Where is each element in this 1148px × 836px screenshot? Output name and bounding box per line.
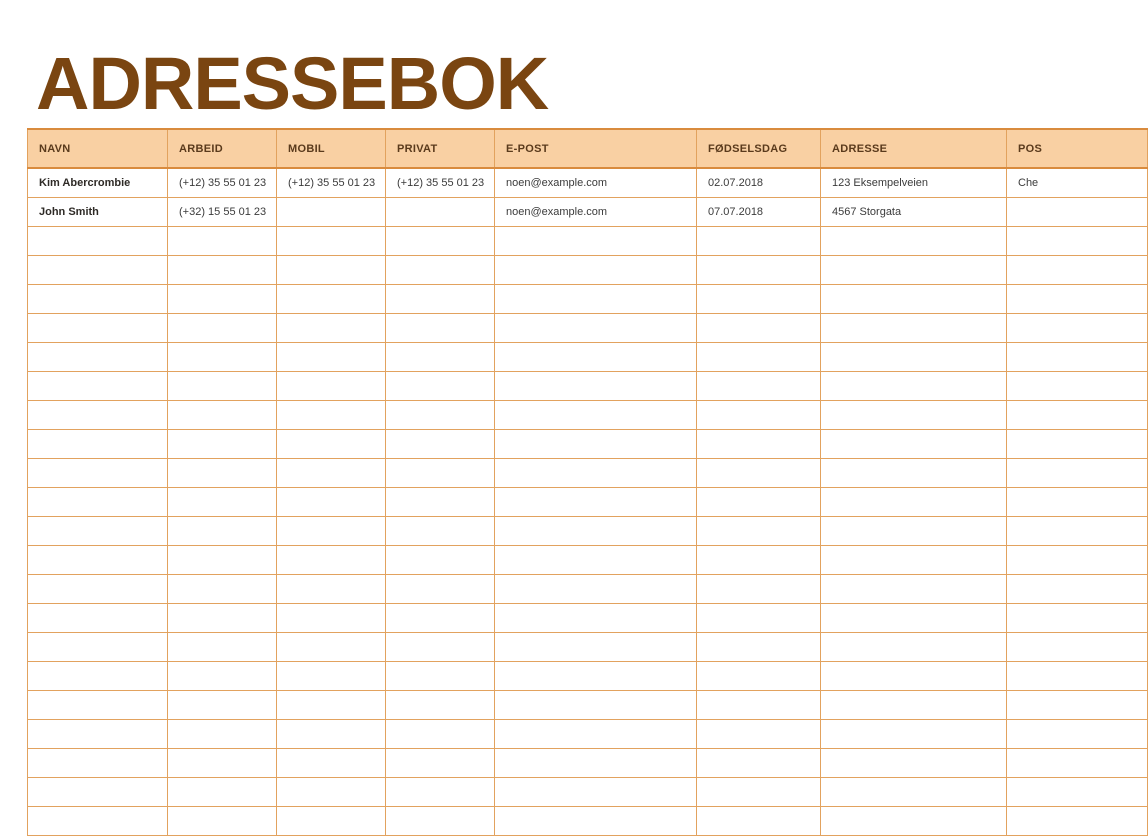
empty-cell-navn[interactable]	[28, 632, 168, 661]
empty-cell-post[interactable]	[1007, 400, 1148, 429]
empty-cell-privat[interactable]	[386, 632, 495, 661]
header-arbeid[interactable]: ARBEID	[168, 129, 277, 168]
cell-arbeid[interactable]: (+12) 35 55 01 23	[168, 168, 277, 197]
cell-navn[interactable]: Kim Abercrombie	[28, 168, 168, 197]
empty-table-row	[28, 429, 1148, 458]
empty-cell-adresse[interactable]	[821, 719, 1007, 748]
empty-cell-adresse[interactable]	[821, 342, 1007, 371]
empty-table-row	[28, 226, 1148, 255]
empty-cell-fodselsdag[interactable]	[697, 342, 821, 371]
empty-cell-adresse[interactable]	[821, 400, 1007, 429]
empty-cell-adresse[interactable]	[821, 313, 1007, 342]
empty-cell-post[interactable]	[1007, 284, 1148, 313]
empty-table-row	[28, 400, 1148, 429]
cell-e-post[interactable]: noen@example.com	[495, 168, 697, 197]
empty-cell-privat[interactable]	[386, 487, 495, 516]
table-row	[28, 168, 1148, 197]
cell-privat[interactable]: (+12) 35 55 01 23	[386, 168, 495, 197]
empty-cell-arbeid[interactable]	[168, 342, 277, 371]
address-table-container[interactable]	[27, 128, 1043, 800]
empty-table-row	[28, 313, 1148, 342]
empty-cell-navn[interactable]	[28, 458, 168, 487]
empty-cell-arbeid[interactable]	[168, 313, 277, 342]
empty-cell-privat[interactable]	[386, 574, 495, 603]
empty-cell-adresse[interactable]	[821, 748, 1007, 777]
empty-cell-mobil[interactable]	[277, 284, 386, 313]
empty-cell-navn[interactable]	[28, 429, 168, 458]
empty-cell-fodselsdag[interactable]	[697, 545, 821, 574]
empty-cell-mobil[interactable]	[277, 632, 386, 661]
empty-cell-privat[interactable]	[386, 719, 495, 748]
empty-table-row	[28, 661, 1148, 690]
empty-table-row	[28, 806, 1148, 835]
empty-cell-adresse[interactable]	[821, 574, 1007, 603]
empty-cell-navn[interactable]	[28, 226, 168, 255]
empty-cell-mobil[interactable]	[277, 516, 386, 545]
empty-cell-arbeid[interactable]	[168, 632, 277, 661]
empty-cell-post[interactable]	[1007, 458, 1148, 487]
empty-cell-fodselsdag[interactable]	[697, 284, 821, 313]
empty-table-row	[28, 690, 1148, 719]
empty-cell-fodselsdag[interactable]	[697, 226, 821, 255]
empty-cell-fodselsdag[interactable]	[697, 632, 821, 661]
empty-cell-mobil[interactable]	[277, 371, 386, 400]
empty-cell-mobil[interactable]	[277, 603, 386, 632]
empty-cell-arbeid[interactable]	[168, 458, 277, 487]
empty-cell-fodselsdag[interactable]	[697, 574, 821, 603]
empty-cell-e-post[interactable]	[495, 371, 697, 400]
empty-cell-adresse[interactable]	[821, 777, 1007, 806]
empty-cell-mobil[interactable]	[277, 487, 386, 516]
empty-cell-arbeid[interactable]	[168, 255, 277, 284]
empty-cell-adresse[interactable]	[821, 545, 1007, 574]
empty-cell-privat[interactable]	[386, 777, 495, 806]
cell-adresse[interactable]: 4567 Storgata	[821, 197, 1007, 226]
empty-cell-adresse[interactable]	[821, 284, 1007, 313]
empty-table-row	[28, 487, 1148, 516]
empty-cell-post[interactable]	[1007, 603, 1148, 632]
empty-cell-fodselsdag[interactable]	[697, 719, 821, 748]
empty-cell-e-post[interactable]	[495, 400, 697, 429]
empty-cell-fodselsdag[interactable]	[697, 661, 821, 690]
empty-cell-adresse[interactable]	[821, 429, 1007, 458]
empty-cell-e-post[interactable]	[495, 719, 697, 748]
empty-cell-post[interactable]	[1007, 516, 1148, 545]
empty-table-row	[28, 603, 1148, 632]
address-table	[27, 128, 1148, 836]
empty-cell-privat[interactable]	[386, 603, 495, 632]
empty-cell-privat[interactable]	[386, 342, 495, 371]
header-navn[interactable]: NAVN	[28, 129, 168, 168]
empty-cell-adresse[interactable]	[821, 603, 1007, 632]
empty-table-row	[28, 748, 1148, 777]
empty-cell-arbeid[interactable]	[168, 719, 277, 748]
empty-cell-mobil[interactable]	[277, 690, 386, 719]
empty-cell-e-post[interactable]	[495, 748, 697, 777]
empty-cell-e-post[interactable]	[495, 429, 697, 458]
cell-post[interactable]: Che	[1007, 168, 1148, 197]
empty-cell-mobil[interactable]	[277, 400, 386, 429]
empty-cell-privat[interactable]	[386, 313, 495, 342]
cell-fodselsdag[interactable]: 02.07.2018	[697, 168, 821, 197]
empty-cell-navn[interactable]	[28, 516, 168, 545]
empty-cell-e-post[interactable]	[495, 806, 697, 835]
empty-cell-arbeid[interactable]	[168, 661, 277, 690]
empty-table-row	[28, 719, 1148, 748]
cell-e-post[interactable]: noen@example.com	[495, 197, 697, 226]
empty-cell-navn[interactable]	[28, 313, 168, 342]
empty-cell-fodselsdag[interactable]	[697, 690, 821, 719]
empty-cell-privat[interactable]	[386, 545, 495, 574]
empty-cell-post[interactable]	[1007, 342, 1148, 371]
empty-cell-privat[interactable]	[386, 661, 495, 690]
header-fodselsdag[interactable]: FØDSELSDAG	[697, 129, 821, 168]
empty-table-row	[28, 284, 1148, 313]
empty-table-row	[28, 371, 1148, 400]
empty-cell-navn[interactable]	[28, 690, 168, 719]
empty-cell-arbeid[interactable]	[168, 777, 277, 806]
empty-cell-arbeid[interactable]	[168, 226, 277, 255]
empty-cell-mobil[interactable]	[277, 574, 386, 603]
empty-cell-fodselsdag[interactable]	[697, 371, 821, 400]
empty-cell-e-post[interactable]	[495, 632, 697, 661]
empty-cell-arbeid[interactable]	[168, 429, 277, 458]
header-mobil[interactable]: MOBIL	[277, 129, 386, 168]
empty-cell-e-post[interactable]	[495, 661, 697, 690]
empty-cell-adresse[interactable]	[821, 255, 1007, 284]
cell-privat[interactable]	[386, 197, 495, 226]
empty-cell-adresse[interactable]	[821, 632, 1007, 661]
empty-cell-privat[interactable]	[386, 690, 495, 719]
empty-cell-post[interactable]	[1007, 748, 1148, 777]
empty-cell-post[interactable]	[1007, 371, 1148, 400]
empty-cell-fodselsdag[interactable]	[697, 458, 821, 487]
empty-cell-privat[interactable]	[386, 429, 495, 458]
empty-table-row	[28, 255, 1148, 284]
empty-cell-fodselsdag[interactable]	[697, 806, 821, 835]
empty-cell-mobil[interactable]	[277, 748, 386, 777]
empty-cell-e-post[interactable]	[495, 313, 697, 342]
empty-cell-e-post[interactable]	[495, 226, 697, 255]
empty-cell-fodselsdag[interactable]	[697, 487, 821, 516]
empty-cell-navn[interactable]	[28, 777, 168, 806]
empty-cell-e-post[interactable]	[495, 458, 697, 487]
empty-cell-fodselsdag[interactable]	[697, 400, 821, 429]
cell-navn[interactable]: John Smith	[28, 197, 168, 226]
empty-cell-post[interactable]	[1007, 255, 1148, 284]
empty-cell-mobil[interactable]	[277, 226, 386, 255]
header-e-post[interactable]: E-POST	[495, 129, 697, 168]
empty-cell-mobil[interactable]	[277, 342, 386, 371]
empty-cell-adresse[interactable]	[821, 806, 1007, 835]
empty-cell-arbeid[interactable]	[168, 748, 277, 777]
empty-cell-e-post[interactable]	[495, 603, 697, 632]
page-title: ADRESSEBOK	[36, 42, 549, 125]
empty-cell-privat[interactable]	[386, 226, 495, 255]
empty-cell-privat[interactable]	[386, 255, 495, 284]
empty-cell-e-post[interactable]	[495, 487, 697, 516]
empty-cell-mobil[interactable]	[277, 719, 386, 748]
empty-cell-e-post[interactable]	[495, 284, 697, 313]
table-row	[28, 197, 1148, 226]
header-adresse[interactable]: ADRESSE	[821, 129, 1007, 168]
empty-cell-adresse[interactable]	[821, 516, 1007, 545]
empty-cell-fodselsdag[interactable]	[697, 777, 821, 806]
cell-adresse[interactable]: 123 Eksempelveien	[821, 168, 1007, 197]
empty-cell-privat[interactable]	[386, 516, 495, 545]
cell-mobil[interactable]: (+12) 35 55 01 23	[277, 168, 386, 197]
empty-cell-fodselsdag[interactable]	[697, 429, 821, 458]
empty-cell-arbeid[interactable]	[168, 690, 277, 719]
empty-cell-mobil[interactable]	[277, 255, 386, 284]
empty-table-row	[28, 342, 1148, 371]
empty-cell-adresse[interactable]	[821, 661, 1007, 690]
empty-cell-privat[interactable]	[386, 806, 495, 835]
empty-cell-post[interactable]	[1007, 429, 1148, 458]
empty-cell-post[interactable]	[1007, 574, 1148, 603]
empty-cell-arbeid[interactable]	[168, 603, 277, 632]
header-privat[interactable]: PRIVAT	[386, 129, 495, 168]
empty-cell-navn[interactable]	[28, 603, 168, 632]
empty-cell-mobil[interactable]	[277, 777, 386, 806]
empty-table-row	[28, 458, 1148, 487]
empty-table-row	[28, 516, 1148, 545]
empty-cell-navn[interactable]	[28, 545, 168, 574]
empty-cell-post[interactable]	[1007, 545, 1148, 574]
empty-cell-e-post[interactable]	[495, 545, 697, 574]
empty-cell-post[interactable]	[1007, 690, 1148, 719]
empty-cell-arbeid[interactable]	[168, 516, 277, 545]
empty-cell-post[interactable]	[1007, 487, 1148, 516]
empty-cell-fodselsdag[interactable]	[697, 255, 821, 284]
header-post[interactable]: POS	[1007, 129, 1148, 168]
empty-cell-e-post[interactable]	[495, 516, 697, 545]
cell-fodselsdag[interactable]: 07.07.2018	[697, 197, 821, 226]
empty-cell-navn[interactable]	[28, 806, 168, 835]
empty-cell-navn[interactable]	[28, 400, 168, 429]
empty-cell-post[interactable]	[1007, 313, 1148, 342]
empty-cell-e-post[interactable]	[495, 777, 697, 806]
empty-cell-arbeid[interactable]	[168, 545, 277, 574]
empty-cell-navn[interactable]	[28, 255, 168, 284]
empty-cell-navn[interactable]	[28, 574, 168, 603]
empty-cell-fodselsdag[interactable]	[697, 748, 821, 777]
empty-table-row	[28, 574, 1148, 603]
empty-cell-privat[interactable]	[386, 748, 495, 777]
empty-cell-post[interactable]	[1007, 226, 1148, 255]
empty-cell-arbeid[interactable]	[168, 806, 277, 835]
empty-cell-adresse[interactable]	[821, 487, 1007, 516]
empty-cell-privat[interactable]	[386, 371, 495, 400]
empty-cell-arbeid[interactable]	[168, 400, 277, 429]
empty-cell-arbeid[interactable]	[168, 574, 277, 603]
cell-mobil[interactable]	[277, 197, 386, 226]
empty-cell-mobil[interactable]	[277, 313, 386, 342]
empty-cell-navn[interactable]	[28, 748, 168, 777]
empty-cell-navn[interactable]	[28, 342, 168, 371]
empty-cell-mobil[interactable]	[277, 429, 386, 458]
table-header-row	[28, 129, 1148, 168]
empty-cell-post[interactable]	[1007, 661, 1148, 690]
empty-cell-fodselsdag[interactable]	[697, 603, 821, 632]
empty-cell-navn[interactable]	[28, 284, 168, 313]
empty-cell-fodselsdag[interactable]	[697, 516, 821, 545]
empty-cell-adresse[interactable]	[821, 371, 1007, 400]
empty-table-row	[28, 545, 1148, 574]
empty-table-row	[28, 632, 1148, 661]
empty-cell-arbeid[interactable]	[168, 284, 277, 313]
empty-table-row	[28, 777, 1148, 806]
empty-cell-e-post[interactable]	[495, 574, 697, 603]
cell-arbeid[interactable]: (+32) 15 55 01 23	[168, 197, 277, 226]
empty-cell-post[interactable]	[1007, 806, 1148, 835]
empty-cell-e-post[interactable]	[495, 342, 697, 371]
empty-cell-arbeid[interactable]	[168, 487, 277, 516]
empty-cell-navn[interactable]	[28, 487, 168, 516]
empty-cell-fodselsdag[interactable]	[697, 313, 821, 342]
empty-cell-post[interactable]	[1007, 777, 1148, 806]
empty-cell-privat[interactable]	[386, 284, 495, 313]
empty-cell-navn[interactable]	[28, 371, 168, 400]
empty-cell-post[interactable]	[1007, 632, 1148, 661]
empty-cell-navn[interactable]	[28, 661, 168, 690]
empty-cell-mobil[interactable]	[277, 458, 386, 487]
empty-cell-e-post[interactable]	[495, 255, 697, 284]
empty-cell-privat[interactable]	[386, 400, 495, 429]
empty-cell-privat[interactable]	[386, 458, 495, 487]
empty-cell-post[interactable]	[1007, 719, 1148, 748]
empty-cell-adresse[interactable]	[821, 690, 1007, 719]
empty-cell-adresse[interactable]	[821, 458, 1007, 487]
empty-cell-adresse[interactable]	[821, 226, 1007, 255]
empty-cell-arbeid[interactable]	[168, 371, 277, 400]
empty-cell-mobil[interactable]	[277, 806, 386, 835]
empty-cell-e-post[interactable]	[495, 690, 697, 719]
cell-post[interactable]	[1007, 197, 1148, 226]
empty-cell-mobil[interactable]	[277, 545, 386, 574]
empty-cell-mobil[interactable]	[277, 661, 386, 690]
empty-cell-navn[interactable]	[28, 719, 168, 748]
